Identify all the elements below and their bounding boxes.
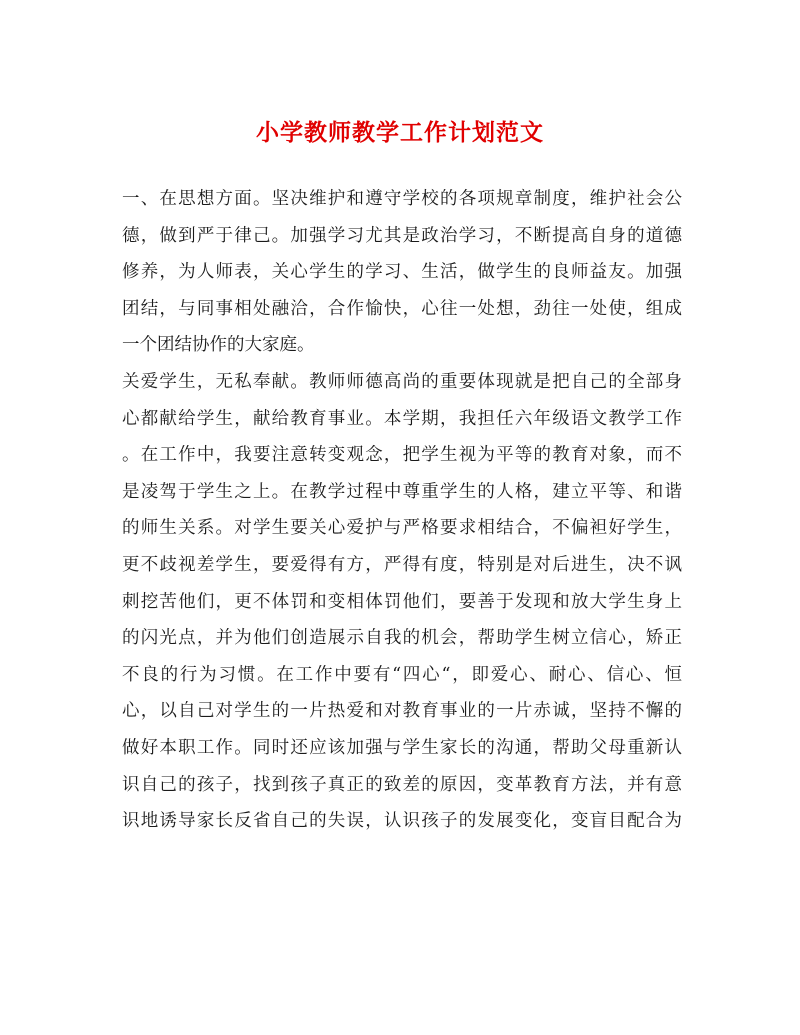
- text-line: 刺挖苦他们，更不体罚和变相体罚他们，要善于发现和放大学生身上: [122, 591, 682, 612]
- text-line: 。在工作中，我要注意转变观念，把学生视为平等的教育对象，而不: [122, 445, 682, 466]
- text-line: 团结，与同事相处融洽，合作愉快，心往一处想，劲往一处使，组成: [122, 298, 682, 319]
- text-line: 心，以自己对学生的一片热爱和对教育事业的一片赤诚，坚持不懈的: [122, 701, 682, 722]
- text-line: 识自己的孩子，找到孩子真正的致差的原因，变革教育方法，并有意: [122, 774, 682, 795]
- text-line: 的闪光点，并为他们创造展示自我的机会，帮助学生树立信心，矫正: [122, 628, 682, 649]
- text-line: 一、在思想方面。坚决维护和遵守学校的各项规章制度，维护社会公: [122, 189, 682, 209]
- text-line: 德，做到严于律己。加强学习尤其是政治学习，不断提高自身的道德: [122, 225, 682, 246]
- text-line: 关爱学生，无私奉献。教师师德高尚的重要体现就是把自己的全部身: [122, 371, 682, 392]
- text-line: 识地诱导家长反省自己的失误，认识孩子的发展变化，变盲目配合为: [122, 811, 682, 832]
- text-line: 更不歧视差学生，要爱得有方，严得有度，特别是对后进生，决不讽: [122, 554, 682, 575]
- text-line: 不良的行为习惯。在工作中要有“四心“，即爱心、耐心、信心、恒: [122, 664, 682, 685]
- document-body: [122, 181, 682, 840]
- text-line: 是凌驾于学生之上。在教学过程中尊重学生的人格，建立平等、和谐: [122, 481, 682, 502]
- text-line: 一个团结协作的大家庭。: [122, 335, 315, 356]
- text-line: 做好本职工作。同时还应该加强与学生家长的沟通，帮助父母重新认: [122, 737, 682, 758]
- text-line: 心都献给学生，献给教育事业。本学期，我担任六年级语文教学工作: [122, 408, 682, 429]
- document-title: 小学教师教学工作计划范文: [256, 119, 544, 146]
- text-line: 修养，为人师表，关心学生的学习、生活，做学生的良师益友。加强: [122, 262, 682, 283]
- text-line: 的师生关系。对学生要关心爱护与严格要求相结合，不偏袒好学生，: [122, 518, 682, 539]
